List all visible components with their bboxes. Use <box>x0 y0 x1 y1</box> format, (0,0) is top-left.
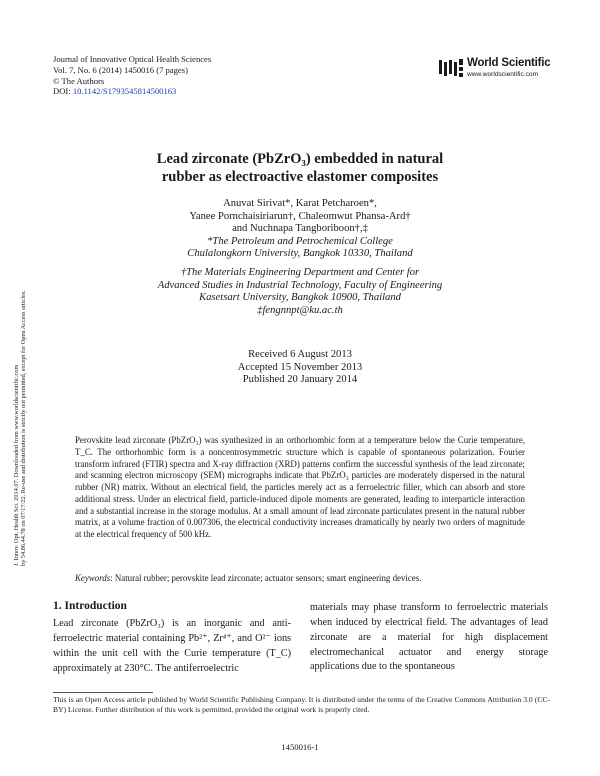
title-line-2: rubber as electroactive elastomer composites <box>161 169 439 185</box>
download-notice-line2: by 54.86.44.78 on 07/17/22. Re-use and distribution is strictly not permitted, except for Open Access articles. <box>20 290 28 566</box>
publisher-name: World Scientific <box>467 57 551 69</box>
keywords-text: : Natural rubber; perovskite lead zirconate; actuator sensors; smart engineering devices. <box>110 573 422 583</box>
affiliation-2-line-3: Kasetsart University, Bangkok 10900, Thailand <box>199 292 401 304</box>
keywords <box>75 573 525 585</box>
body-column-left <box>53 617 291 676</box>
author-line-3: and Nuchnapa Tangboriboon†,‡ <box>232 223 368 235</box>
accepted-date: Accepted 15 November 2013 <box>237 361 363 373</box>
body-column-right <box>310 601 548 675</box>
footnote-rule <box>53 692 153 693</box>
affiliation-1-line-1: *The Petroleum and Petrochemical College <box>207 235 393 247</box>
doi-label: DOI: <box>53 86 71 97</box>
author-line-1: Anuvat Sirivat*, Karat Petcharoen*, <box>223 198 377 209</box>
intro-paragraph-left: Lead zirconate (PbZrO₃) is an inorganic and anti-ferroelectric material containing Pb²⁺, Zr⁴⁺, and O²⁻ ions within the unit cell with the Curie temperature (T_C) approximately at 230°C. The antiferroelectric <box>53 618 291 674</box>
download-notice-line1: J. Innov. Opt. Health Sci. 2014.07. Downloaded from www.worldscientific.com <box>13 364 20 566</box>
open-access-footnote: This is an Open Access article published by World Scientific Publishing Company. It is distributed under the terms of the Creative Commons Attribution 3.0 (CC-BY) License. Further distribution of this work is permitted, provided the original work is properly cited. <box>53 695 550 714</box>
journal-copyright: © The Authors <box>53 75 105 86</box>
abstract-text: Perovskite lead zirconate (PbZrO₃) was synthesized in an orthorhombic form at a temperature below the Curie temperature, T_C. The orthorhombic form is a noncentrosymmetric structure which is capable of spontaneous polarization. Fourier transform infrared (FTIR) spectra and X-ray diffraction (XRD) patterns confirm the successful synthesis of the lead zirconate; and scanning electron microscopy (SEM) micrographs indicate that PbZrO₃ particles are moderately dispersed in the natural rubber (NR) matrix. Without an electrical field, the particles merely act as a ferroelectric filler, which can absorb and store additional stress. Under an electrical field, particle-induced dipole moments are generated, leading to interparticle interaction and a substantial increase in the storage modulus. At a small amount of lead zirconate particulates present in the natural rubber matrix, at a volume fraction of 0.007306, the electrical conductivity increases dramatically by nearly two orders of magnitude at the electrical frequency of 500 kHz. <box>75 435 525 539</box>
author-line-2: Yanee Pornchaisiriarun†, Chaleomwut Phansa-Ard† <box>189 210 411 222</box>
intro-paragraph-right: materials may phase transform to ferroelectric materials when induced by electrical field. The advantages of lead zirconate are a material for high displacement electromechanical actuator and energy storage applications due to the spontaneous <box>310 602 548 673</box>
doi-link[interactable]: 10.1142/S1793545814500163 <box>72 86 177 97</box>
publisher-url[interactable]: www.worldscientific.com <box>467 71 539 78</box>
affiliation-1-line-2: Chulalongkorn University, Bangkok 10330, Thailand <box>187 248 413 260</box>
page-number: 1450016-1 <box>281 742 319 752</box>
author-email[interactable]: ‡fengnnpt@ku.ac.th <box>257 304 343 316</box>
publisher-logo <box>437 56 555 86</box>
published-date: Published 20 January 2014 <box>242 374 358 386</box>
author-block <box>60 198 540 317</box>
title-line-1: Lead zirconate (PbZrO₃) embedded in natural <box>156 151 444 167</box>
download-notice <box>0 0 28 776</box>
abstract <box>75 435 525 541</box>
journal-volume: Vol. 7, No. 6 (2014) 1450016 (7 pages) <box>53 64 188 75</box>
world-scientific-logo-icon <box>437 56 469 82</box>
keywords-label: Keywords <box>75 573 111 583</box>
journal-info <box>53 54 211 97</box>
journal-name: Journal of Innovative Optical Health Sciences <box>53 54 212 64</box>
article-dates <box>60 349 540 387</box>
affiliation-2-line-2: Advanced Studies in Industrial Technology, Faculty of Engineering <box>157 279 443 291</box>
affiliation-2-line-1: †The Materials Engineering Department and Center for <box>180 266 420 278</box>
paper-title <box>60 150 540 186</box>
section-heading: 1. Introduction <box>53 600 127 612</box>
journal-doi <box>53 86 211 97</box>
received-date: Received 6 August 2013 <box>248 349 352 360</box>
